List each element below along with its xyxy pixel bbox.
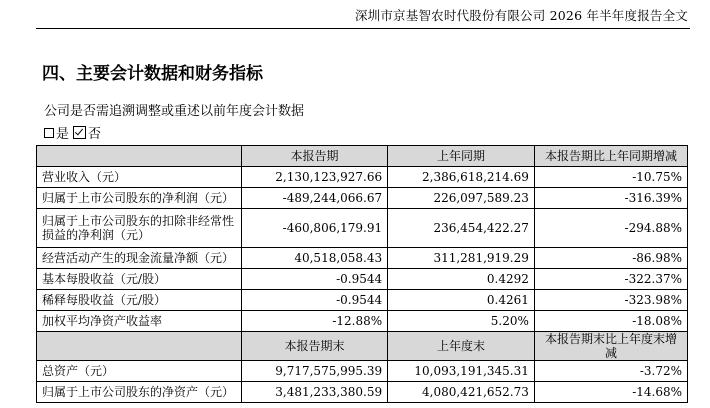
current-value: 40,518,058.43 (241, 248, 387, 269)
row-label: 基本每股收益（元/股） (37, 269, 242, 290)
restatement-choice (44, 123, 101, 142)
checked-box-icon[interactable] (73, 126, 86, 139)
table-row (37, 290, 688, 311)
row-label: 归属于上市公司股东的净利润（元） (37, 188, 242, 209)
change-value: -294.88% (534, 209, 687, 248)
row-label: 稀释每股收益（元/股） (37, 290, 242, 311)
restatement-question: 公司是否需追溯调整或重述以前年度会计数据 (44, 104, 305, 119)
change-value: -316.39% (534, 188, 687, 209)
header-cell: 本报告期比上年同期增减 (534, 146, 687, 167)
change-value: -3.72% (534, 361, 687, 382)
change-value: -86.98% (534, 248, 687, 269)
table-header-row (37, 332, 688, 361)
header-rule (36, 28, 690, 29)
choice-no-label: 否 (88, 127, 102, 142)
table-row (37, 167, 688, 188)
table-row (37, 311, 688, 332)
prior-value: 0.4292 (388, 269, 535, 290)
table-row (37, 248, 688, 269)
table-row (37, 382, 688, 403)
prior-value: 311,281,919.29 (388, 248, 535, 269)
table-header-row (37, 146, 688, 167)
change-value: -322.37% (534, 269, 687, 290)
change-value: -14.68% (534, 382, 687, 403)
row-label: 归属于上市公司股东的扣除非经常性损益的净利润（元） (37, 209, 242, 248)
current-value: -0.9544 (241, 269, 387, 290)
row-label: 归属于上市公司股东的净资产（元） (37, 382, 242, 403)
header-cell: 上年同期 (388, 146, 535, 167)
current-value: -0.9544 (241, 290, 387, 311)
table-row (37, 269, 688, 290)
table-row (37, 188, 688, 209)
current-value: -489,244,066.67 (241, 188, 387, 209)
change-value: -10.75% (534, 167, 687, 188)
row-label: 总资产（元） (37, 361, 242, 382)
header-cell: 上年度末 (388, 332, 535, 361)
current-value: -12.88% (241, 311, 387, 332)
table-row (37, 209, 688, 248)
financial-indicators-table (36, 145, 688, 403)
change-value: -323.98% (534, 290, 687, 311)
current-value: 2,130,123,927.66 (241, 167, 387, 188)
section-title: 四、主要会计数据和财务指标 (42, 64, 263, 84)
prior-value: 5.20% (388, 311, 535, 332)
header-cell (37, 332, 242, 361)
prior-value: 236,454,422.27 (388, 209, 535, 248)
choice-yes-label: 是 (56, 127, 70, 142)
current-value: 3,481,233,380.59 (241, 382, 387, 403)
row-label: 加权平均净资产收益率 (37, 311, 242, 332)
row-label: 经营活动产生的现金流量净额（元） (37, 248, 242, 269)
table-row (37, 361, 688, 382)
change-value: -18.08% (534, 311, 687, 332)
report-header: 深圳市京基智农时代股份有限公司 2026 年半年度报告全文 (354, 8, 688, 23)
unchecked-box-icon[interactable] (44, 128, 54, 138)
prior-value: 4,080,421,652.73 (388, 382, 535, 403)
header-cell: 本报告期末比上年度末增减 (534, 332, 687, 361)
prior-value: 2,386,618,214.69 (388, 167, 535, 188)
prior-value: 10,093,191,345.31 (388, 361, 535, 382)
header-cell (37, 146, 242, 167)
prior-value: 0.4261 (388, 290, 535, 311)
header-cell: 本报告期 (241, 146, 387, 167)
header-cell: 本报告期末 (241, 332, 387, 361)
row-label: 营业收入（元） (37, 167, 242, 188)
prior-value: 226,097,589.23 (388, 188, 535, 209)
current-value: -460,806,179.91 (241, 209, 387, 248)
current-value: 9,717,575,995.39 (241, 361, 387, 382)
